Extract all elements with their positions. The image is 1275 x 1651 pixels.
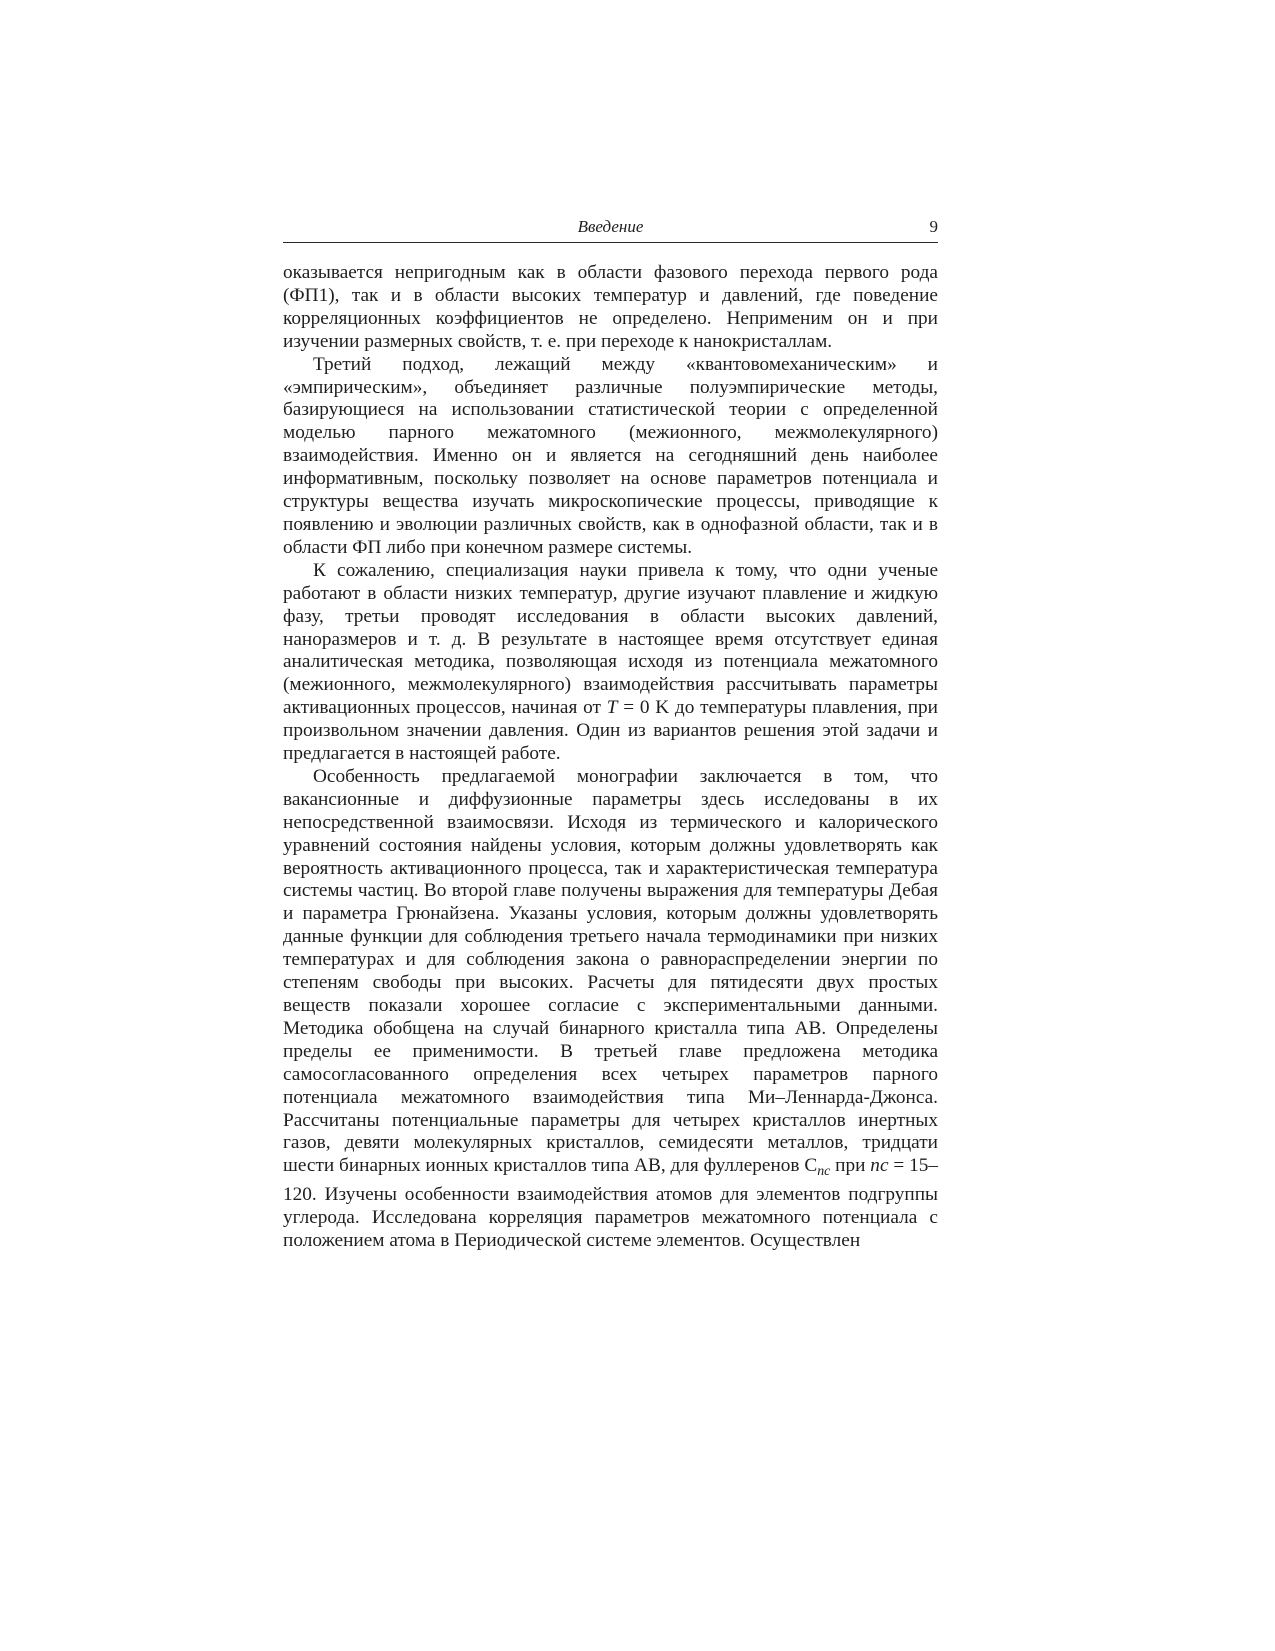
paragraph-4-text-end: . Изучены особенности взаимодействия атомов для элементов подгруппы углерода. Исследована корреляция параметров межатомного потенциала с положением атома в Периодической системе элементов. Осуществлен (283, 1184, 938, 1251)
temperature-symbol: T (606, 697, 618, 719)
body-text (283, 262, 938, 1253)
running-head: Введение (577, 217, 644, 236)
page-header (283, 216, 938, 243)
paragraph-3-text-end: до температуры плавления, при произвольном значении давления. Один из вариантов решения этой задачи и предлагается в настоящей работе. (283, 697, 938, 765)
paragraph-1: оказывается непригодным как в области фазового перехода первого рода (ФП1), так и в области высоких температур и давлений, где поведение корреляционных коэффициентов не определено. Неприменим он и при изучении размерных свойств, т. е. при переходе к нанокристаллам. (283, 262, 938, 352)
paragraph-4 (283, 766, 938, 1253)
paragraph-4-connector: при (830, 1155, 871, 1177)
fullerene-subscript: nc (817, 1164, 831, 1180)
paragraph-3-text-start: К сожалению, специализация науки привела к тому, что одни ученые работают в области низких температур, другие изучают плавление и жидкую фазу, третьи проводят исследования в области высоких давлений, наноразмеров и т. д. В результате в настоящее время отсутствует единая аналитическая методика, позволяющая исходя из потенциала межатомного (межионного, межмолекулярного) взаимодействия рассчитывать параметры активационных процессов, начиная от (283, 559, 938, 719)
page-number: 9 (929, 217, 938, 236)
temperature-value: = 0 K (617, 697, 670, 719)
fullerene-size-symbol: nc (870, 1155, 889, 1177)
paragraph-4-text-start: Особенность предлагаемой монографии заключается в том, что вакансионные и диффузионные параметры здесь исследованы в их непосредственной взаимосвязи. Исходя из термического и калорического уравнений состояния найдены условия, которым должны удовлетворять как вероятность активационного процесса, так и характеристическая температура системы частиц. Во второй главе получены выражения для температуры Дебая и параметра Грюнайзена. Указаны условия, которым должны удовлетворять данные функции для соблюдения третьего начала термодинамики при низких температурах и для соблюдения закона о равнораспределении энергии по степеням свободы при высоких. Расчеты для пятидесяти двух простых веществ показали хорошее согласие с экспериментальными данными. Методика обобщена на случай бинарного кристалла типа AB. Определены пределы ее применимости. В третьей главе предложена методика самосогласованного определения всех четырех параметров парного потенциала межатомного взаимодействия типа Ми–Леннарда-Джонса. Рассчитаны потенциальные параметры для четырех кристаллов инертных газов, девяти молекулярных кристаллов, семидесяти металлов, тридцати шести бинарных ионных кристаллов типа AB, для фуллеренов C (283, 765, 938, 1177)
paragraph-2: Третий подход, лежащий между «квантовомеханическим» и «эмпирическим», объединяет различные полуэмпирические методы, базирующиеся на использовании статистической теории с определенной моделью парного межатомного (межионного, межмолекулярного) взаимодействия. Именно он и является на сегодняшний день наиболее информативным, поскольку позволяет на основе параметров потенциала и структуры вещества изучать микроскопические процессы, приводящие к появлению и эволюции различных свойств, как в однофазной области, так и в области ФП либо при конечном размере системы. (283, 353, 938, 558)
paragraph-3 (283, 560, 938, 766)
fullerene-size-range: = 15–120 (283, 1155, 938, 1206)
